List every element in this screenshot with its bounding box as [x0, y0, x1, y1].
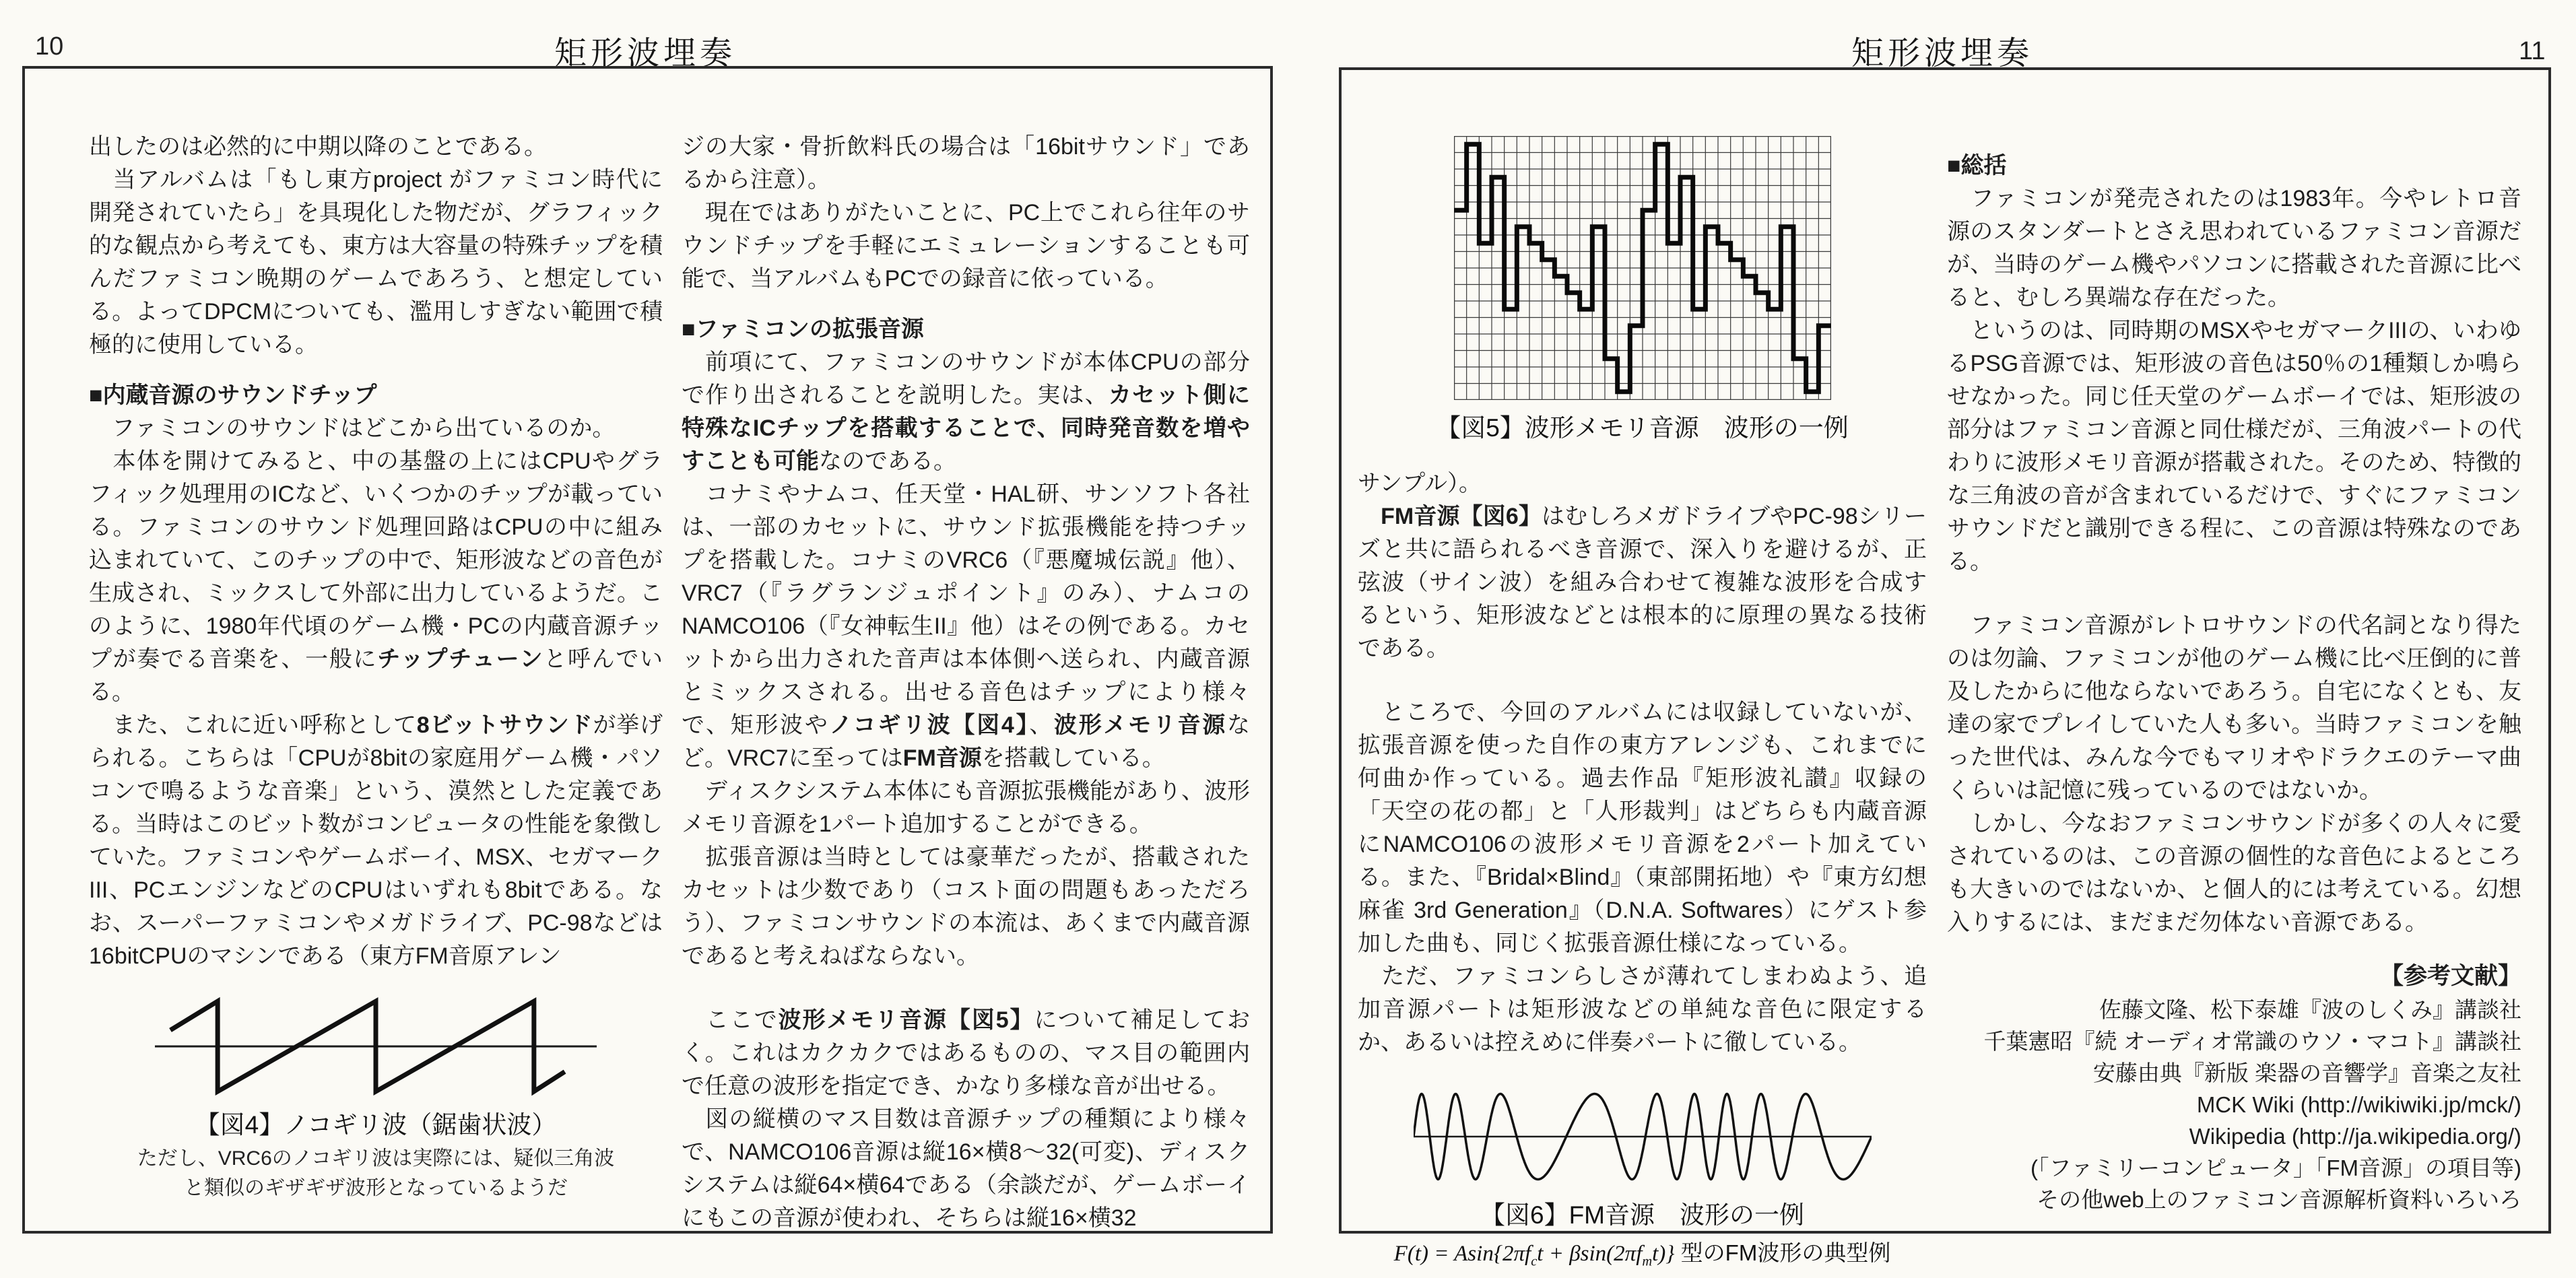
text-segment: ファミコン音源がレトロサウンドの代名詞となり得たのは勿論、ファミコンが他のゲーム機に比べ圧倒的に普及したからに他ならないであろう。自宅になくとも、友達の家でプレイしていた人も多い。当時ファミコンを触った世代は、みんな今でもマリオやドラクエのテーマ曲くらいは記憶に残っているのではないか。 [1947, 613, 2521, 803]
figure6-caption: 【図6】FM音源 波形の一例 [1480, 1201, 1804, 1229]
text-segment: ■内蔵音源のサウンドチップ [89, 382, 377, 408]
paragraph [682, 197, 1250, 296]
paragraph [682, 775, 1250, 841]
text-segment: 8ビットサウンド [416, 712, 593, 738]
text-segment: なのである。 [819, 448, 956, 474]
reference-item: 安藤由典『新版 楽器の音響学』音楽之友社 [2092, 1061, 2521, 1085]
reference-item: (「ファミリーコンピュータ」「FM音源」の項目等) [2030, 1155, 2521, 1180]
text-segment: 前項にて、ファミコンのサウンドが本体CPUの部分で作り出されることを説明した。実は、 [682, 349, 1250, 408]
figure6-formula [1358, 1237, 1927, 1278]
text-segment: F(t) = Asin{2πf [1393, 1242, 1531, 1266]
paragraph [89, 709, 663, 973]
text-segment: ところで、今回のアルバムには収録していないが、拡張音源を使った自作の東方アレンジも、これまでに何曲か作っている。過去作品『矩形波礼讃』収録の「天空の花の都」と「人形裁判」はどちらも内蔵音源にNAMCO106の波形メモリ音源を2パート加えている。また、『Bridal×Blind』（東部開拓地）や『東方幻想麻雀 3rd Generation』（D.N.A. Softwares）にゲスト参加した曲も、同じく拡張音源仕様になっている。 [1358, 700, 1927, 956]
text-segment: ファミコンが発売されたのは1983年。今やレトロ音源のスタンダートとさえ思われているファミコン音源だが、当時のゲーム機やパソコンに搭載された音源に比べると、むしろ異端な存在だった。 [1947, 186, 2521, 310]
section-heading [89, 379, 663, 412]
text-segment: カセット側に特殊なICチップを搭載することで、同時発音数を増やすことも可能 [682, 382, 1251, 474]
paragraph [89, 164, 663, 362]
text-segment: 型のFM波形の典型例 [1674, 1240, 1891, 1265]
paragraph [1947, 314, 2521, 578]
paragraph [1358, 467, 1927, 500]
left-col2-text [682, 131, 1250, 1235]
references-heading: 【参考文献】 [2379, 963, 2521, 989]
right-page-number: 11 [2519, 37, 2546, 65]
left-column-2 [682, 131, 1251, 1231]
text-segment: ディスクシステム本体にも音源拡張機能があり、波形メモリ音源を1パート追加することができる。 [682, 778, 1250, 837]
text-segment: ジの大家・骨折飲料氏の場合は「16bitサウンド」であるから注意）。 [682, 134, 1250, 193]
text-segment: について補足しておく。これはカクカクではあるものの、マス目の範囲内で任意の波形を指定でき、かなり多様な音が出せる。 [682, 1007, 1250, 1099]
text-segment: 出したのは必然的に中期以降のことである。 [89, 134, 547, 160]
paragraph [682, 1103, 1250, 1235]
references-list [1947, 994, 2521, 1215]
left-column-1 [89, 131, 663, 1214]
paragraph [1358, 500, 1927, 665]
paragraph [682, 346, 1250, 478]
figure4-note-line2: と類似のギザギザ波形となっているようだ [184, 1177, 568, 1199]
paragraph [89, 412, 663, 445]
figure4-caption: 【図4】ノコギリ波（鋸歯状波） [195, 1111, 557, 1139]
text-segment: コナミやナムコ、任天堂・HAL研、サンソフト各社は、一部のカセットに、サウンド拡張機能を持つチップを搭載した。コナミのVRC6（『悪魔城伝説』他）、VRC7（『ラグランジュポイント』のみ）、ナムコのNAMCO106（『女神転生II』他）はその例である。カセットから出力された音声は本体側へ送られ、内蔵音源とミックスされる。出せる音色はチップにより様々で、矩形波や [682, 481, 1250, 738]
reference-item: その他web上のファミコン音源解析資料いろいろ [2037, 1187, 2521, 1212]
left-page-frame [22, 66, 1273, 1234]
paragraph [682, 131, 1250, 197]
wave-memory-grid-drawing [1454, 136, 1831, 400]
text-segment: など。VRC7に至っては [682, 712, 1251, 771]
text-segment: ■総括 [1947, 153, 2007, 178]
paragraph [682, 841, 1250, 973]
figure6-fm [1358, 1086, 1927, 1278]
right-col2-text [1947, 132, 2521, 939]
paragraph [682, 478, 1250, 775]
text-segment: 当アルバムは「もし東方project がファミコン時代に開発されていたら」を具現化した物だが、グラフィック的な観点から考えても、東方は大容量の特殊チップを積んだファミコン晩期のゲームであろう、と想定している。よってDPCMについても、濫用しすぎない範囲で積極的に使用している。 [89, 167, 663, 358]
text-segment: t)} [1652, 1242, 1675, 1266]
figure4-sawtooth [89, 996, 663, 1203]
paragraph [1947, 807, 2521, 939]
text-segment: はむしろメガドライブやPC-98シリーズと共に語られるべき音源で、深入りを避けるが、正弦波（サイン波）を組み合わせて複雑な波形を合成するという、矩形波などとは根本的に原理の異なる技術である。 [1358, 504, 1927, 661]
reference-item: MCK Wiki (http://wikiwiki.jp/mck/) [2196, 1092, 2521, 1117]
text-segment: 本体を開けてみると、中の基盤の上にはCPUやグラフィック処理用のICなど、いくつかのチップが載っている。ファミコンのサウンド処理回路はCPUの中に組み込まれていて、このチップの中で、矩形波などの音色が生成され、ミックスして外部に出力しているようだ。このように、1980年代頃のゲーム機・PCの内蔵音源チップが奏でる音楽を、一般に [89, 448, 663, 672]
section-heading [682, 313, 1250, 346]
text-segment: ここで [682, 1007, 779, 1033]
paragraph [1947, 609, 2521, 807]
text-segment: FM音源 [902, 745, 982, 771]
paragraph [89, 131, 663, 164]
text-segment: ただ、ファミコンらしさが薄れてしまわぬよう、追加音源パートは矩形波などの単純な音色に限定するか、あるいは控えめに伴奏パートに徹している。 [1358, 964, 1927, 1055]
reference-item: 千葉憲昭『続 オーディオ常識のウソ・マコト』講談社 [1983, 1029, 2521, 1054]
text-segment: また、これに近い呼称として [89, 712, 417, 738]
left-page-number: 10 [35, 32, 64, 61]
text-segment: 波形メモリ音源【図5】 [778, 1007, 1034, 1033]
paragraph [682, 1004, 1250, 1103]
text-segment [1358, 504, 1381, 529]
text-segment: しかし、今なおファミコンサウンドが多くの人々に愛されているのは、この音源の個性的な音色によるところも大きいのではないか、と個人的には考えている。幻想入りするには、まだまだ勿体ない音源である。 [1947, 811, 2521, 935]
figure4-note-line1: ただし、VRC6のノコギリ波は実際には、疑似三角波 [137, 1147, 615, 1170]
text-segment: というのは、同時期のMSXやセガマークIIIの、いわゆるPSG音源では、矩形波の音色は50％の1種類しか鳴らせなかった。同じ任天堂のゲームボーイでは、矩形波の部分はファミコン音源と同仕様だが、三角波パートの代わりに波形メモリ音源が搭載された。そのため、特徴的な三角波の音が含まれているだけで、すぐにファミコンサウンドだと識別できる程に、この音源は特殊なのである。 [1947, 318, 2521, 574]
left-page-title: 矩形波埋奏 [554, 36, 737, 71]
fm-wave-drawing [1414, 1086, 1872, 1187]
sawtooth-wave-drawing [154, 996, 598, 1097]
text-segment: を搭載している。 [981, 745, 1165, 771]
references-section [1947, 959, 2521, 1215]
paragraph [89, 445, 663, 709]
figure5-wave-memory [1358, 136, 1927, 447]
text-segment: t + βsin(2πf [1537, 1242, 1643, 1266]
right-col1-text [1358, 467, 1927, 1059]
text-segment: が挙げられる。こちらは「CPUが8bitの家庭用ゲーム機・パソコンで鳴るような音楽」という、漠然とした定義である。当時はこのビット数がコンピュータの性能を象徴していた。ファミコンやゲームボーイ、MSX、セガマークIII、PCエンジンなどのCPUはいずれも8bitである。なお、スーパーファミコンやメガドライブ、PC-98などは16bitCPUのマシンである（東方FM音原アレン [89, 712, 663, 969]
text-segment: 波形メモリ音源 [1054, 712, 1228, 738]
paragraph [1358, 696, 1927, 960]
text-segment: ノコギリ波【図4】 [829, 712, 1030, 738]
text-segment: チップチューン [377, 646, 544, 672]
paragraph [1358, 960, 1927, 1059]
text-segment: 拡張音源は当時としては豪華だったが、搭載されたカセットは少数であり（コスト面の問題もあっただろう）、ファミコンサウンドの本流は、あくまで内蔵音源であると考えねばならない。 [682, 844, 1250, 969]
right-column-2 [1947, 132, 2521, 1215]
text-segment: 、 [1029, 712, 1054, 738]
text-segment: と呼んでいる。 [89, 646, 663, 705]
text-segment: m [1642, 1254, 1653, 1269]
text-segment: 現在ではありがたいことに、PC上でこれら往年のサウンドチップを手軽にエミュレーションすることも可能で、当アルバムもPCでの録音に依っている。 [682, 200, 1250, 292]
left-col1-text [89, 131, 663, 973]
section-heading [1947, 149, 2521, 182]
paragraph [1947, 182, 2521, 314]
text-segment: ファミコンのサウンドはどこから出ているのか。 [89, 415, 616, 441]
reference-item: Wikipedia (http://ja.wikipedia.org/) [2189, 1124, 2521, 1149]
reference-item: 佐藤文隆、松下泰雄『波のしくみ』講談社 [2099, 997, 2521, 1022]
text-segment: ■ファミコンの拡張音源 [682, 316, 924, 342]
text-segment: 図の縦横のマス目数は音源チップの種類により様々で、NAMCO106音源は縦16×横8～32(可変)、ディスクシステムは縦64×横64である（余談だが、ゲームボーイにもこの音源が使われ、そちらは縦16×横32 [682, 1106, 1250, 1231]
figure5-caption: 【図5】波形メモリ音源 波形の一例 [1436, 414, 1849, 442]
text-segment: c [1531, 1254, 1538, 1269]
text-segment: FM音源【図6】 [1381, 504, 1542, 529]
right-page-title: 矩形波埋奏 [1851, 36, 2034, 71]
text-segment: サンプル）。 [1358, 471, 1482, 496]
